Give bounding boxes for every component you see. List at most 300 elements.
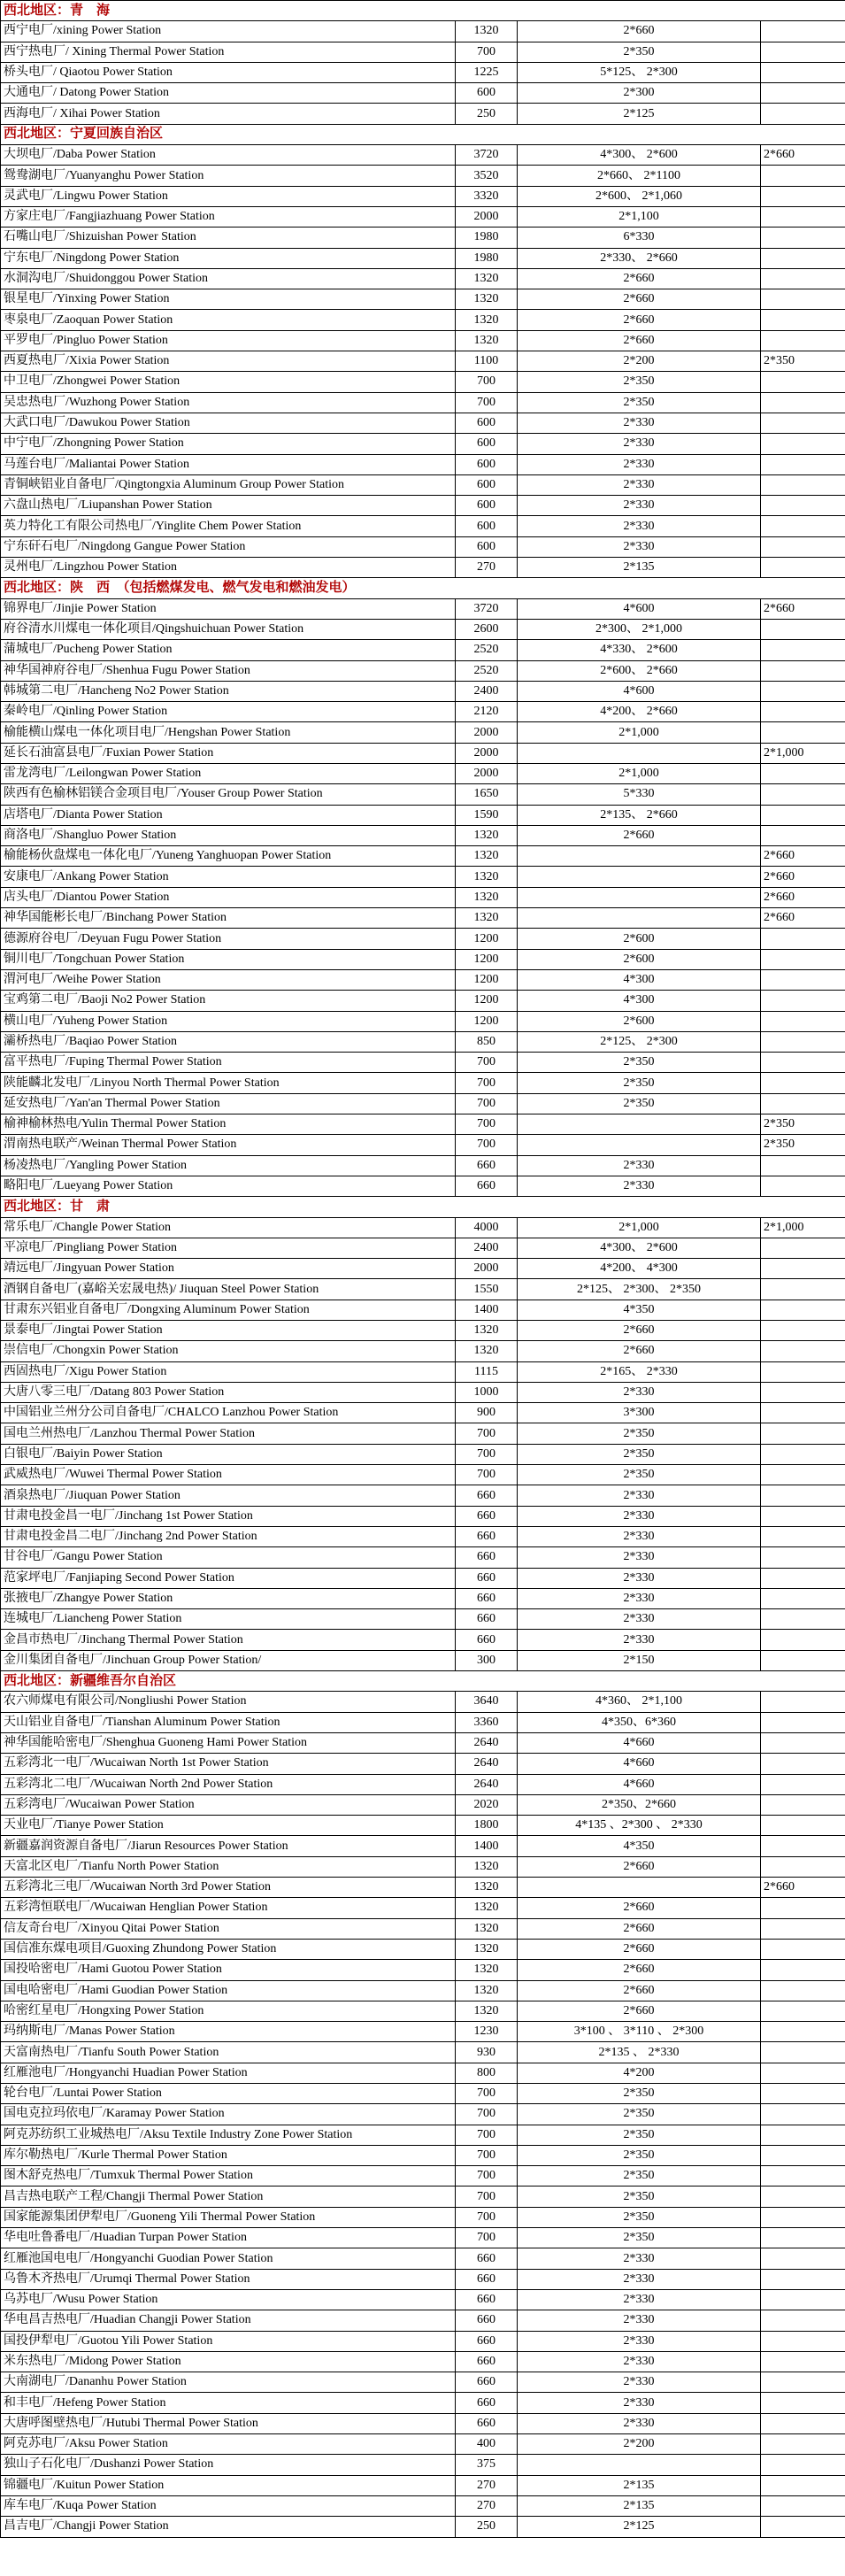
station-name-cell: 大唐呼图壁热电厂/Hutubi Thermal Power Station bbox=[1, 2413, 456, 2433]
section-title: 西北地区：宁夏回族自治区 bbox=[1, 124, 845, 144]
table-row bbox=[1, 1692, 845, 1712]
additional-units-cell bbox=[761, 2104, 845, 2125]
table-row bbox=[1, 702, 845, 722]
additional-units-cell bbox=[761, 1794, 845, 1815]
station-name-cell: 榆能杨伙盘煤电一体化电厂/Yuneng Yanghuopan Power Station bbox=[1, 846, 456, 867]
table-row bbox=[1, 166, 845, 186]
unit-config-cell: 2*135 、 2*330 bbox=[518, 2042, 761, 2063]
additional-units-cell bbox=[761, 2042, 845, 2063]
station-name-cell: 库车电厂/Kuqa Power Station bbox=[1, 2495, 456, 2516]
section-header-row bbox=[1, 1197, 845, 1217]
station-name-cell: 五彩湾恒联电厂/Wucaiwan Henglian Power Station bbox=[1, 1898, 456, 1918]
additional-units-cell bbox=[761, 392, 845, 413]
table-row bbox=[1, 392, 845, 413]
additional-units-cell bbox=[761, 1856, 845, 1877]
table-row bbox=[1, 1382, 845, 1402]
capacity-cell: 250 bbox=[456, 104, 518, 124]
unit-config-cell: 3*100 、 3*110 、 2*300 bbox=[518, 2022, 761, 2042]
table-row bbox=[1, 1836, 845, 1856]
table-row bbox=[1, 536, 845, 557]
station-name-cell: 景泰电厂/Jingtai Power Station bbox=[1, 1321, 456, 1341]
capacity-cell: 2400 bbox=[456, 681, 518, 701]
capacity-cell: 660 bbox=[456, 1485, 518, 1506]
additional-units-cell bbox=[761, 1465, 845, 1485]
capacity-cell: 700 bbox=[456, 1093, 518, 1114]
table-row bbox=[1, 867, 845, 887]
unit-config-cell: 4*200、 4*300 bbox=[518, 1259, 761, 1279]
station-name-cell: 连城电厂/Liancheng Power Station bbox=[1, 1609, 456, 1630]
capacity-cell: 1320 bbox=[456, 289, 518, 310]
capacity-cell: 600 bbox=[456, 536, 518, 557]
unit-config-cell: 2*600 bbox=[518, 929, 761, 949]
station-name-cell: 锦疆电厂/Kuitun Power Station bbox=[1, 2475, 456, 2495]
table-row bbox=[1, 2455, 845, 2475]
additional-units-cell bbox=[761, 558, 845, 578]
unit-config-cell: 2*330 bbox=[518, 2289, 761, 2310]
table-row bbox=[1, 516, 845, 536]
table-row bbox=[1, 1918, 845, 1939]
additional-units-cell bbox=[761, 1960, 845, 1980]
additional-units-cell: 2*660 bbox=[761, 598, 845, 619]
station-name-cell: 五彩湾电厂/Wucaiwan Power Station bbox=[1, 1794, 456, 1815]
unit-config-cell: 6*330 bbox=[518, 228, 761, 248]
capacity-cell: 660 bbox=[456, 2331, 518, 2351]
station-name-cell: 张掖电厂/Zhangye Power Station bbox=[1, 1588, 456, 1608]
station-name-cell: 宝鸡第二电厂/Baoji No2 Power Station bbox=[1, 991, 456, 1011]
unit-config-cell: 2*300 bbox=[518, 83, 761, 104]
station-name-cell: 方家庄电厂/Fangjiazhuang Power Station bbox=[1, 206, 456, 227]
capacity-cell: 2000 bbox=[456, 722, 518, 743]
additional-units-cell bbox=[761, 1300, 845, 1320]
additional-units-cell bbox=[761, 640, 845, 660]
station-name-cell: 米东热电厂/Midong Power Station bbox=[1, 2351, 456, 2372]
unit-config-cell: 4*660 bbox=[518, 1732, 761, 1753]
additional-units-cell bbox=[761, 42, 845, 62]
table-row bbox=[1, 784, 845, 805]
station-name-cell: 西宁电厂/xining Power Station bbox=[1, 21, 456, 42]
additional-units-cell bbox=[761, 166, 845, 186]
capacity-cell: 700 bbox=[456, 1114, 518, 1135]
unit-config-cell: 2*330 bbox=[518, 2372, 761, 2393]
capacity-cell: 660 bbox=[456, 2372, 518, 2393]
station-name-cell: 武威热电厂/Wuwei Thermal Power Station bbox=[1, 1465, 456, 1485]
additional-units-cell bbox=[761, 805, 845, 825]
table-row bbox=[1, 1712, 845, 1732]
table-row bbox=[1, 640, 845, 660]
additional-units-cell bbox=[761, 1279, 845, 1300]
table-row bbox=[1, 1321, 845, 1341]
station-name-cell: 天富南热电厂/Tianfu South Power Station bbox=[1, 2042, 456, 2063]
table-row bbox=[1, 1341, 845, 1361]
additional-units-cell bbox=[761, 1321, 845, 1341]
additional-units-cell bbox=[761, 2289, 845, 2310]
unit-config-cell: 4*360、 2*1,100 bbox=[518, 1692, 761, 1712]
additional-units-cell bbox=[761, 1011, 845, 1031]
unit-config-cell: 2*660 bbox=[518, 1960, 761, 1980]
additional-units-cell bbox=[761, 2207, 845, 2227]
unit-config-cell: 2*350 bbox=[518, 372, 761, 392]
station-name-cell: 宁东电厂/Ningdong Power Station bbox=[1, 248, 456, 268]
additional-units-cell: 2*660 bbox=[761, 887, 845, 907]
station-name-cell: 韩城第二电厂/Hancheng No2 Power Station bbox=[1, 681, 456, 701]
station-name-cell: 库尔勒热电厂/Kurle Thermal Power Station bbox=[1, 2145, 456, 2165]
capacity-cell: 1320 bbox=[456, 1918, 518, 1939]
table-row bbox=[1, 2022, 845, 2042]
additional-units-cell bbox=[761, 516, 845, 536]
additional-units-cell bbox=[761, 1361, 845, 1382]
capacity-cell: 1320 bbox=[456, 330, 518, 351]
capacity-cell: 400 bbox=[456, 2434, 518, 2455]
unit-config-cell: 4*660 bbox=[518, 1754, 761, 1774]
unit-config-cell: 5*330 bbox=[518, 784, 761, 805]
capacity-cell: 660 bbox=[456, 1155, 518, 1176]
station-name-cell: 府谷清水川煤电一体化项目/Qingshuichuan Power Station bbox=[1, 619, 456, 639]
unit-config-cell: 4*300 bbox=[518, 991, 761, 1011]
capacity-cell: 1550 bbox=[456, 1279, 518, 1300]
table-row bbox=[1, 1114, 845, 1135]
unit-config-cell: 2*1,000 bbox=[518, 1217, 761, 1238]
additional-units-cell bbox=[761, 2269, 845, 2289]
table-row bbox=[1, 351, 845, 372]
unit-config-cell: 4*330、 2*600 bbox=[518, 640, 761, 660]
table-row bbox=[1, 2393, 845, 2413]
station-name-cell: 银星电厂/Yinxing Power Station bbox=[1, 289, 456, 310]
additional-units-cell bbox=[761, 434, 845, 454]
additional-units-cell bbox=[761, 1382, 845, 1402]
table-row bbox=[1, 330, 845, 351]
unit-config-cell: 2*350 bbox=[518, 2187, 761, 2207]
station-name-cell: 常乐电厂/Changle Power Station bbox=[1, 1217, 456, 1238]
additional-units-cell bbox=[761, 784, 845, 805]
unit-config-cell: 2*200 bbox=[518, 351, 761, 372]
unit-config-cell: 2*350 bbox=[518, 2207, 761, 2227]
capacity-cell: 600 bbox=[456, 496, 518, 516]
unit-config-cell: 4*660 bbox=[518, 1774, 761, 1794]
unit-config-cell: 2*1,000 bbox=[518, 722, 761, 743]
station-name-cell: 灵州电厂/Lingzhou Power Station bbox=[1, 558, 456, 578]
station-name-cell: 德源府谷电厂/Deyuan Fugu Power Station bbox=[1, 929, 456, 949]
section-title: 西北地区：甘 肃 bbox=[1, 1197, 845, 1217]
station-name-cell: 五彩湾北一电厂/Wucaiwan North 1st Power Station bbox=[1, 1754, 456, 1774]
additional-units-cell: 2*1,000 bbox=[761, 743, 845, 763]
table-row bbox=[1, 743, 845, 763]
table-row bbox=[1, 1650, 845, 1670]
additional-units-cell bbox=[761, 702, 845, 722]
station-name-cell: 玛纳斯电厂/Manas Power Station bbox=[1, 2022, 456, 2042]
unit-config-cell: 3*300 bbox=[518, 1403, 761, 1423]
capacity-cell: 660 bbox=[456, 1526, 518, 1546]
table-row bbox=[1, 2248, 845, 2269]
table-row bbox=[1, 619, 845, 639]
station-name-cell: 阿克苏纺织工业城热电厂/Aksu Textile Industry Zone Power Station bbox=[1, 2125, 456, 2145]
additional-units-cell bbox=[761, 1485, 845, 1506]
table-row bbox=[1, 887, 845, 907]
additional-units-cell bbox=[761, 310, 845, 330]
station-name-cell: 乌鲁木齐热电厂/Urumqi Thermal Power Station bbox=[1, 2269, 456, 2289]
additional-units-cell bbox=[761, 1093, 845, 1114]
additional-units-cell bbox=[761, 268, 845, 289]
additional-units-cell bbox=[761, 1176, 845, 1196]
capacity-cell: 3520 bbox=[456, 166, 518, 186]
capacity-cell: 1200 bbox=[456, 991, 518, 1011]
station-name-cell: 天业电厂/Tianye Power Station bbox=[1, 1816, 456, 1836]
additional-units-cell bbox=[761, 83, 845, 104]
additional-units-cell bbox=[761, 949, 845, 969]
capacity-cell: 2640 bbox=[456, 1774, 518, 1794]
additional-units-cell bbox=[761, 372, 845, 392]
unit-config-cell: 2*350 bbox=[518, 2083, 761, 2103]
station-name-cell: 略阳电厂/Lueyang Power Station bbox=[1, 1176, 456, 1196]
capacity-cell: 700 bbox=[456, 2125, 518, 2145]
unit-config-cell: 2*600、 2*1,060 bbox=[518, 186, 761, 206]
capacity-cell: 1115 bbox=[456, 1361, 518, 1382]
table-row bbox=[1, 763, 845, 783]
table-row bbox=[1, 2166, 845, 2187]
station-name-cell: 天山铝业自备电厂/Tianshan Aluminum Power Station bbox=[1, 1712, 456, 1732]
additional-units-cell bbox=[761, 2372, 845, 2393]
unit-config-cell: 2*330 bbox=[518, 2413, 761, 2433]
table-row bbox=[1, 1630, 845, 1650]
unit-config-cell: 2*660 bbox=[518, 268, 761, 289]
capacity-cell: 375 bbox=[456, 2455, 518, 2475]
table-row bbox=[1, 2310, 845, 2331]
unit-config-cell: 4*135 、2*300 、 2*330 bbox=[518, 1816, 761, 1836]
additional-units-cell bbox=[761, 2001, 845, 2021]
unit-config-cell: 2*125、 2*300 bbox=[518, 1031, 761, 1052]
additional-units-cell bbox=[761, 619, 845, 639]
unit-config-cell: 2*350、2*660 bbox=[518, 1794, 761, 1815]
station-name-cell: 石嘴山电厂/Shizuishan Power Station bbox=[1, 228, 456, 248]
unit-config-cell: 2*125 bbox=[518, 2517, 761, 2537]
additional-units-cell bbox=[761, 1816, 845, 1836]
station-name-cell: 崇信电厂/Chongxin Power Station bbox=[1, 1341, 456, 1361]
additional-units-cell bbox=[761, 1341, 845, 1361]
table-row bbox=[1, 1011, 845, 1031]
table-row bbox=[1, 310, 845, 330]
table-row bbox=[1, 949, 845, 969]
unit-config-cell: 2*135 bbox=[518, 2475, 761, 2495]
station-name-cell: 鸳鸯湖电厂/Yuanyanghu Power Station bbox=[1, 166, 456, 186]
unit-config-cell: 2*330 bbox=[518, 2351, 761, 2372]
table-row bbox=[1, 2207, 845, 2227]
capacity-cell: 1320 bbox=[456, 21, 518, 42]
additional-units-cell bbox=[761, 929, 845, 949]
additional-units-cell bbox=[761, 1609, 845, 1630]
unit-config-cell: 2*350 bbox=[518, 1053, 761, 1073]
station-name-cell: 国信准东煤电项目/Guoxing Zhundong Power Station bbox=[1, 1939, 456, 1959]
station-name-cell: 青铜峡铝业自备电厂/Qingtongxia Aluminum Group Power Station bbox=[1, 474, 456, 495]
additional-units-cell bbox=[761, 2310, 845, 2331]
capacity-cell: 1320 bbox=[456, 908, 518, 929]
capacity-cell: 270 bbox=[456, 2475, 518, 2495]
capacity-cell: 700 bbox=[456, 1465, 518, 1485]
table-row bbox=[1, 2145, 845, 2165]
unit-config-cell bbox=[518, 887, 761, 907]
capacity-cell: 700 bbox=[456, 1135, 518, 1155]
station-name-cell: 西海电厂/ Xihai Power Station bbox=[1, 104, 456, 124]
table-row bbox=[1, 598, 845, 619]
station-name-cell: 横山电厂/Yuheng Power Station bbox=[1, 1011, 456, 1031]
table-row bbox=[1, 2351, 845, 2372]
station-name-cell: 店塔电厂/Dianta Power Station bbox=[1, 805, 456, 825]
additional-units-cell bbox=[761, 1403, 845, 1423]
station-name-cell: 西宁热电厂/ Xining Thermal Power Station bbox=[1, 42, 456, 62]
additional-units-cell bbox=[761, 2125, 845, 2145]
unit-config-cell: 2*330 bbox=[518, 2310, 761, 2331]
station-name-cell: 甘肃东兴铝业自备电厂/Dongxing Aluminum Power Station bbox=[1, 1300, 456, 1320]
capacity-cell: 1000 bbox=[456, 1382, 518, 1402]
unit-config-cell: 2*350 bbox=[518, 2104, 761, 2125]
capacity-cell: 600 bbox=[456, 474, 518, 495]
capacity-cell: 2000 bbox=[456, 206, 518, 227]
unit-config-cell: 2*660 bbox=[518, 1341, 761, 1361]
additional-units-cell bbox=[761, 1732, 845, 1753]
additional-units-cell bbox=[761, 1259, 845, 1279]
station-name-cell: 国电克拉玛依电厂/Karamay Power Station bbox=[1, 2104, 456, 2125]
station-name-cell: 英力特化工有限公司热电厂/Yinglite Chem Power Station bbox=[1, 516, 456, 536]
table-row bbox=[1, 2495, 845, 2516]
unit-config-cell: 4*300、 2*600 bbox=[518, 145, 761, 166]
unit-config-cell: 2*350 bbox=[518, 1465, 761, 1485]
additional-units-cell: 2*350 bbox=[761, 351, 845, 372]
capacity-cell: 1400 bbox=[456, 1836, 518, 1856]
unit-config-cell: 2*330 bbox=[518, 2331, 761, 2351]
capacity-cell: 700 bbox=[456, 2228, 518, 2248]
table-row bbox=[1, 2475, 845, 2495]
additional-units-cell bbox=[761, 454, 845, 474]
station-name-cell: 神华国能彬长电厂/Binchang Power Station bbox=[1, 908, 456, 929]
station-name-cell: 金昌市热电厂/Jinchang Thermal Power Station bbox=[1, 1630, 456, 1650]
station-name-cell: 新疆嘉润资源自备电厂/Jiarun Resources Power Station bbox=[1, 1836, 456, 1856]
additional-units-cell bbox=[761, 62, 845, 82]
unit-config-cell: 4*300 bbox=[518, 969, 761, 990]
unit-config-cell: 2*350 bbox=[518, 1444, 761, 1464]
capacity-cell: 2640 bbox=[456, 1732, 518, 1753]
capacity-cell: 3640 bbox=[456, 1692, 518, 1712]
additional-units-cell bbox=[761, 1526, 845, 1546]
table-row bbox=[1, 2125, 845, 2145]
capacity-cell: 2020 bbox=[456, 1794, 518, 1815]
table-row bbox=[1, 1279, 845, 1300]
station-name-cell: 大唐八零三电厂/Datang 803 Power Station bbox=[1, 1382, 456, 1402]
additional-units-cell bbox=[761, 2517, 845, 2537]
station-name-cell: 马莲台电厂/Maliantai Power Station bbox=[1, 454, 456, 474]
capacity-cell: 900 bbox=[456, 1403, 518, 1423]
unit-config-cell: 2*330 bbox=[518, 1630, 761, 1650]
additional-units-cell bbox=[761, 825, 845, 845]
unit-config-cell bbox=[518, 1878, 761, 1898]
station-name-cell: 靖远电厂/Jingyuan Power Station bbox=[1, 1259, 456, 1279]
capacity-cell: 660 bbox=[456, 2289, 518, 2310]
capacity-cell: 4000 bbox=[456, 1217, 518, 1238]
unit-config-cell: 4*350 bbox=[518, 1836, 761, 1856]
additional-units-cell: 2*660 bbox=[761, 846, 845, 867]
station-name-cell: 平凉电厂/Pingliang Power Station bbox=[1, 1238, 456, 1258]
station-name-cell: 国家能源集团伊犁电厂/Guoneng Yili Thermal Power Station bbox=[1, 2207, 456, 2227]
station-name-cell: 吴忠热电厂/Wuzhong Power Station bbox=[1, 392, 456, 413]
station-name-cell: 独山子石化电厂/Dushanzi Power Station bbox=[1, 2455, 456, 2475]
table-row bbox=[1, 2228, 845, 2248]
capacity-cell: 2640 bbox=[456, 1754, 518, 1774]
unit-config-cell: 2*660 bbox=[518, 289, 761, 310]
station-name-cell: 铜川电厂/Tongchuan Power Station bbox=[1, 949, 456, 969]
additional-units-cell bbox=[761, 1053, 845, 1073]
capacity-cell: 3720 bbox=[456, 598, 518, 619]
station-name-cell: 陕能麟北发电厂/Linyou North Thermal Power Station bbox=[1, 1073, 456, 1093]
capacity-cell: 700 bbox=[456, 2187, 518, 2207]
table-row bbox=[1, 1960, 845, 1980]
table-row bbox=[1, 2083, 845, 2103]
additional-units-cell: 2*350 bbox=[761, 1114, 845, 1135]
unit-config-cell: 4*350、6*360 bbox=[518, 1712, 761, 1732]
additional-units-cell bbox=[761, 2145, 845, 2165]
station-name-cell: 宁东矸石电厂/Ningdong Gangue Power Station bbox=[1, 536, 456, 557]
unit-config-cell: 2*330 bbox=[518, 1547, 761, 1568]
station-name-cell: 榆能横山煤电一体化项目电厂/Hengshan Power Station bbox=[1, 722, 456, 743]
unit-config-cell: 2*1,000 bbox=[518, 763, 761, 783]
unit-config-cell: 2*350 bbox=[518, 2145, 761, 2165]
unit-config-cell: 2*135 bbox=[518, 2495, 761, 2516]
capacity-cell: 1320 bbox=[456, 825, 518, 845]
capacity-cell: 660 bbox=[456, 1176, 518, 1196]
unit-config-cell: 2*330 bbox=[518, 516, 761, 536]
additional-units-cell bbox=[761, 228, 845, 248]
unit-config-cell: 2*660、 2*1100 bbox=[518, 166, 761, 186]
section-title: 西北地区：陕 西 （包括燃煤发电、燃气发电和燃油发电） bbox=[1, 578, 845, 598]
unit-config-cell: 2*330 bbox=[518, 413, 761, 433]
capacity-cell: 660 bbox=[456, 1547, 518, 1568]
station-name-cell: 阿克苏电厂/Aksu Power Station bbox=[1, 2434, 456, 2455]
capacity-cell: 660 bbox=[456, 1630, 518, 1650]
unit-config-cell: 2*330 bbox=[518, 2248, 761, 2269]
capacity-cell: 1320 bbox=[456, 1321, 518, 1341]
additional-units-cell bbox=[761, 1836, 845, 1856]
additional-units-cell bbox=[761, 1568, 845, 1588]
station-name-cell: 酒泉热电厂/Jiuquan Power Station bbox=[1, 1485, 456, 1506]
additional-units-cell bbox=[761, 2475, 845, 2495]
unit-config-cell: 2*660 bbox=[518, 1321, 761, 1341]
additional-units-cell bbox=[761, 1898, 845, 1918]
station-name-cell: 昌吉电厂/Changji Power Station bbox=[1, 2517, 456, 2537]
unit-config-cell: 2*165、 2*330 bbox=[518, 1361, 761, 1382]
unit-config-cell: 2*1,100 bbox=[518, 206, 761, 227]
station-name-cell: 甘谷电厂/Gangu Power Station bbox=[1, 1547, 456, 1568]
unit-config-cell: 2*350 bbox=[518, 392, 761, 413]
table-row bbox=[1, 145, 845, 166]
table-row bbox=[1, 1155, 845, 1176]
station-name-cell: 农六师煤电有限公司/Nongliushi Power Station bbox=[1, 1692, 456, 1712]
capacity-cell: 1225 bbox=[456, 62, 518, 82]
station-name-cell: 轮台电厂/Luntai Power Station bbox=[1, 2083, 456, 2103]
unit-config-cell: 2*660 bbox=[518, 1939, 761, 1959]
table-row bbox=[1, 268, 845, 289]
additional-units-cell bbox=[761, 1650, 845, 1670]
table-row bbox=[1, 372, 845, 392]
unit-config-cell bbox=[518, 2455, 761, 2475]
capacity-cell: 1400 bbox=[456, 1300, 518, 1320]
additional-units-cell bbox=[761, 1774, 845, 1794]
capacity-cell: 2120 bbox=[456, 702, 518, 722]
unit-config-cell: 2*125、 2*300、 2*350 bbox=[518, 1279, 761, 1300]
capacity-cell: 1980 bbox=[456, 248, 518, 268]
table-row bbox=[1, 186, 845, 206]
table-row bbox=[1, 1878, 845, 1898]
capacity-cell: 660 bbox=[456, 2413, 518, 2433]
capacity-cell: 1320 bbox=[456, 1878, 518, 1898]
station-name-cell: 金川集团自备电厂/Jinchuan Group Power Station/ bbox=[1, 1650, 456, 1670]
unit-config-cell: 2*330 bbox=[518, 1485, 761, 1506]
capacity-cell: 1320 bbox=[456, 1898, 518, 1918]
